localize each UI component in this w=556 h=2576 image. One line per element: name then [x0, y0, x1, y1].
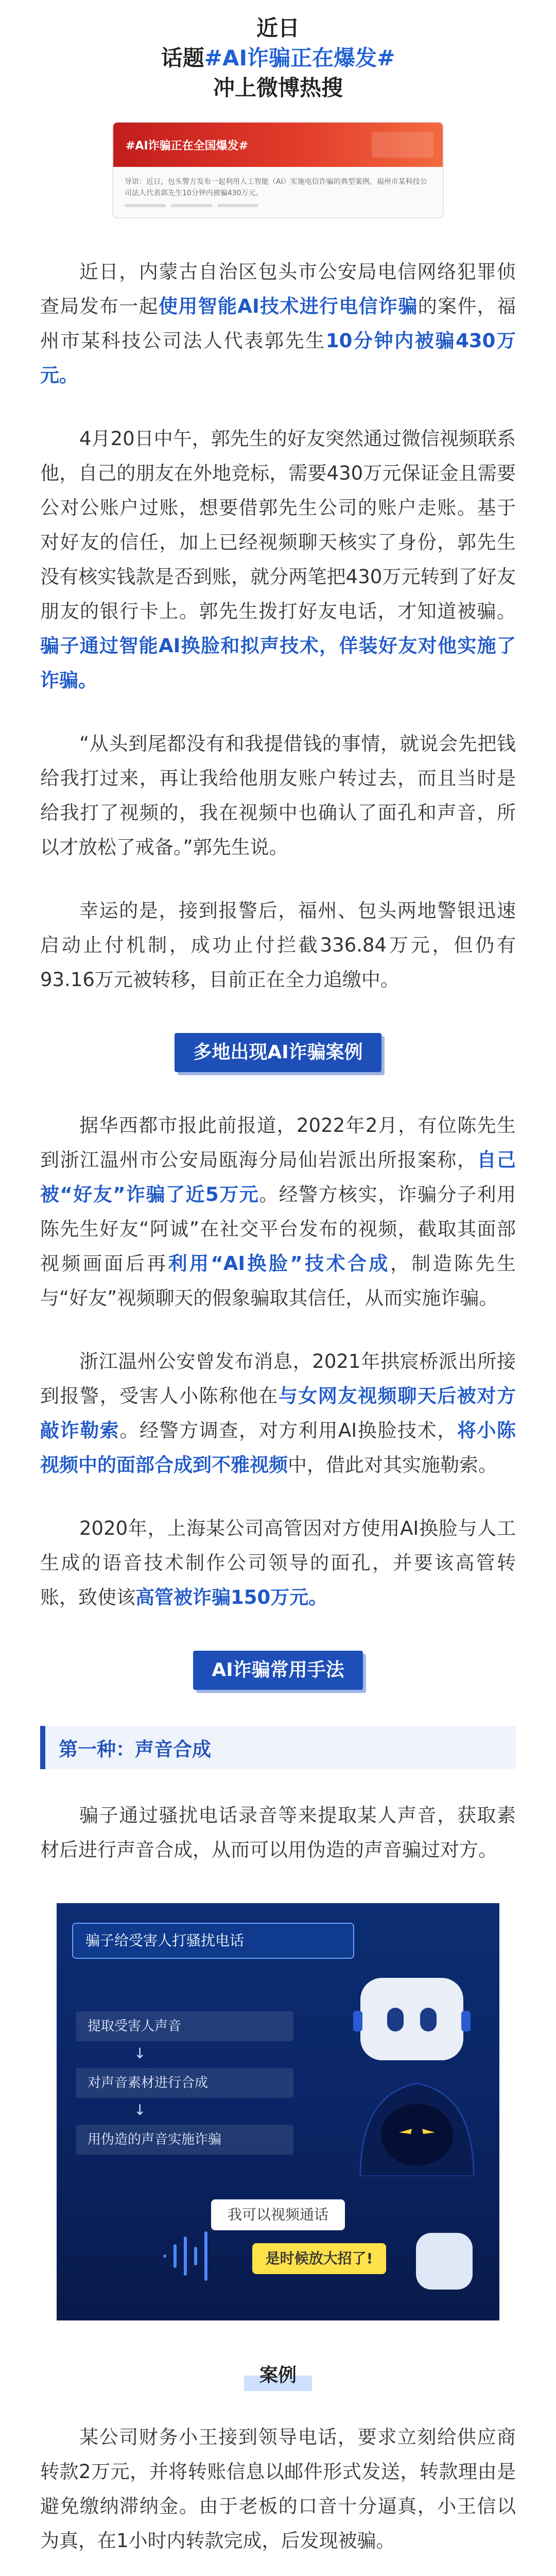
p6-highlight-b: 将小陈视频中的面部合成到不雅视频: [40, 1419, 516, 1476]
paragraph-7: [40, 1511, 516, 1615]
header-line-3: 冲上微博热搜: [213, 75, 343, 100]
weibo-banner-tag: #AI诈骗正在全国爆发#: [126, 139, 249, 152]
p2-highlight: 骗子通过智能AI换脸和拟声技术，佯装好友对他实施了诈骗。: [40, 635, 516, 691]
weibo-meta-bars: [125, 204, 431, 207]
paragraph-1: [40, 255, 516, 393]
weibo-logo-icon: [372, 132, 433, 158]
header-topic: [0, 43, 556, 73]
p1-text-b: 的案件，福州市某科技公司法人代表郭先生: [40, 295, 516, 352]
method-1-heading: 第一种：声音合成: [40, 1726, 516, 1769]
down-arrow-icon: ↓: [134, 2102, 146, 2119]
paragraph-2: [40, 421, 516, 698]
p6-text-c: 中，借此对其实施勒索。: [288, 1454, 497, 1476]
p1-text-a: 近日，内蒙古自治区包头市公安局电信网络犯罪侦查局发布一起: [40, 261, 516, 317]
robot-head-icon: [360, 1978, 463, 2060]
p5-text-a: 据华西都市报此前报道，2022年2月，有位陈先生到浙江温州市公安局瓯海分局仙岩派出所报案称，: [40, 1114, 516, 1171]
illus-step-extract: 提取受害人声音: [76, 2011, 293, 2041]
weibo-snippet-text: 导语：近日，包头警方发布一起利用人工智能（AI）实施电信诈骗的典型案例，福州市某科技公司法人代表郭先生10分钟内被骗430万元。: [125, 178, 427, 197]
p5-highlight-b: 利用“AI换脸”技术合成: [168, 1252, 390, 1275]
illus-step-fraud: 用伪造的声音实施诈骗: [76, 2125, 293, 2155]
paragraph-5: [40, 1108, 516, 1315]
p6-text-a: 浙江温州公安曾发布消息，2021年拱宸桥派出所接到报警，受害人小陈称他在: [40, 1350, 516, 1407]
illus-step-synthesize: 对声音素材进行合成: [76, 2068, 293, 2098]
weibo-hot-card[interactable]: [112, 122, 444, 218]
topic-hashtag-link[interactable]: #AI诈骗正在爆发#: [204, 45, 395, 71]
illus-step-call: 骗子给受害人打骚扰电话: [72, 1923, 354, 1959]
chat-bubble-video: 我可以视频通话: [211, 2199, 345, 2230]
p2-text: 4月20日中午，郭先生的好友突然通过微信视频联系他，自己的朋友在外地竞标，需要430万元保证金且需要公对公账户过账，想要借郭先生公司的账户走账。基于对好友的信任，加上已经视频聊天核实了身份，郭先生没有核实钱款是否到账，就分两笔把430万元转到了好友朋友的银行卡上。郭先生拨打好友电话，才知道被骗。: [40, 428, 516, 622]
p5-text-b: 。经警方核实，诈骗分子利用陈先生好友“阿诚”在社交平台发布的视频，截取其面部视频画面后再: [40, 1183, 516, 1275]
paragraph-6: [40, 1344, 516, 1482]
paragraph-8: 骗子通过骚扰电话录音等来提取某人声音，获取素材后进行声音合成，从而可以用伪造的声音骗过对方。: [40, 1804, 516, 1861]
p5-text-c: ，制造陈先生与“好友”视频聊天的假象骗取其信任，从而实施诈骗。: [40, 1252, 516, 1309]
p1-highlight-a: 使用智能AI技术进行电信诈骗: [158, 295, 418, 317]
p7-highlight: 高管被诈骗150万元。: [135, 1586, 328, 1608]
p5-highlight-a: 自己被“好友”诈骗了近5万元: [40, 1149, 516, 1206]
mini-robot-icon: [416, 2233, 473, 2290]
case-label: 案例: [244, 2357, 312, 2391]
topic-prefix: 话题: [161, 45, 204, 71]
hooded-scammer-icon: [350, 2073, 484, 2176]
paragraph-3: “从头到尾都没有和我提借钱的事情，就说会先把钱给我打过来，再让我给他朋友账户转过去，而且当时是给我打了视频的，我在视频中也确认了面孔和声音，所以才放松了戒备。”郭先生说。: [40, 733, 516, 858]
chat-bubble-trick: 是时候放大招了!: [252, 2243, 386, 2274]
p6-text-b: 。经警方调查，对方利用AI换脸技术，: [119, 1419, 457, 1442]
section-title-methods: AI诈骗常用手法: [193, 1651, 362, 1690]
p7-text: 2020年，上海某公司高管因对方使用AI换脸与人工生成的语音技术制作公司领导的面孔，并要该高管转账，致使该: [40, 1517, 516, 1608]
p1-highlight-b: 10分钟内被骗430万元。: [40, 330, 516, 386]
weibo-snippet: [113, 167, 443, 217]
section-title-cases: 多地出现AI诈骗案例: [175, 1033, 381, 1072]
paragraph-4: 幸运的是，接到报警后，福州、包头两地警银迅速启动止付机制，成功止付拦截336.84万元，但仍有93.16万元被转移，目前正在全力追缴中。: [40, 900, 516, 991]
p6-highlight-a: 与女网友视频聊天后被对方敲诈勒索: [40, 1385, 516, 1442]
down-arrow-icon: ↓: [134, 2045, 146, 2062]
header-line-1: 近日: [256, 15, 300, 41]
voice-synthesis-illustration: [57, 1903, 499, 2320]
weibo-banner: [113, 123, 443, 167]
article-header: [0, 0, 556, 103]
paragraph-9: 某公司财务小王接到领导电话，要求立刻给供应商转款2万元，并将转账信息以邮件形式发送，转款理由是避免缴纳滞纳金。由于老板的口音十分逼真，小王信以为真，在1小时内转款完成，后发现被骗。: [40, 2426, 516, 2552]
